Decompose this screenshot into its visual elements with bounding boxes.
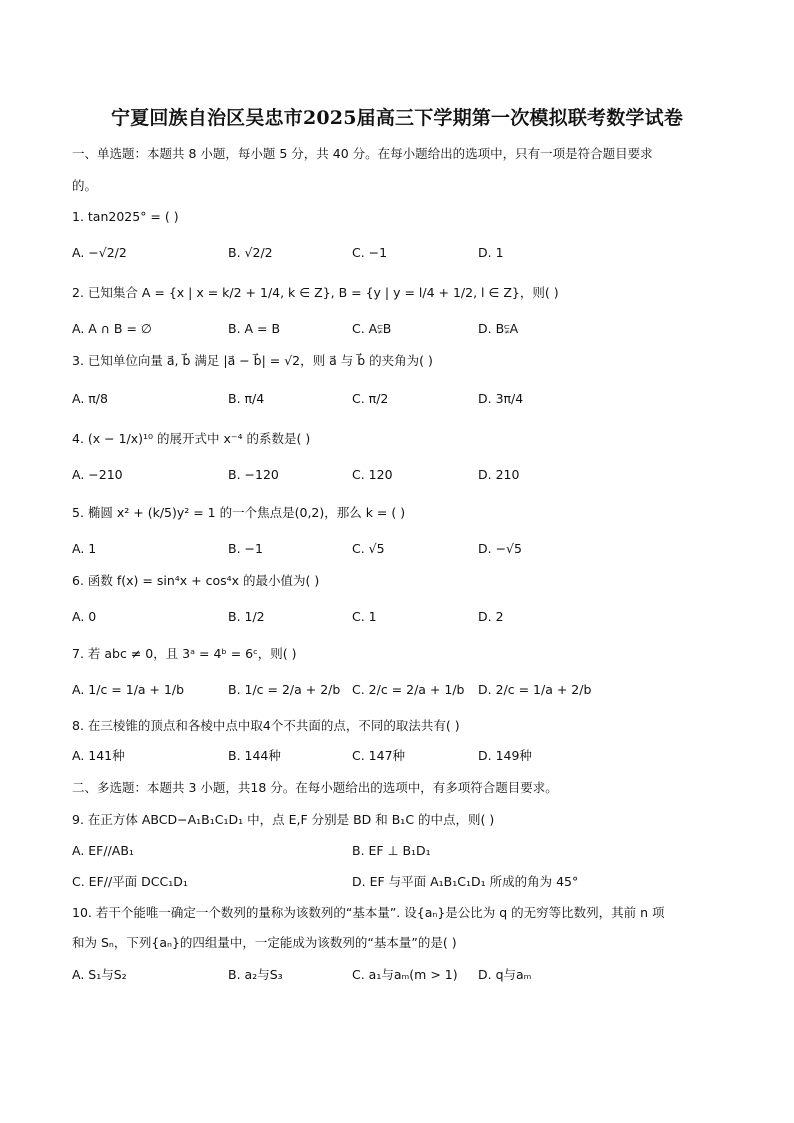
q7-option-c: C. 2/c = 2/a + 1/b bbox=[352, 682, 465, 697]
question-9: 9. 在正方体 ABCD−A₁B₁C₁D₁ 中，点 E,F 分别是 BD 和 B₁C 的中点，则( ) bbox=[72, 812, 495, 827]
question-3: 3. 已知单位向量 a⃗, b⃗ 满足 |a⃗ − b⃗| = √2，则 a⃗ 与 b⃗ 的夹角为( ) bbox=[72, 353, 433, 368]
section-2-header: 二、多选题：本题共 3 小题，共18 分。在每小题给出的选项中，有多项符合题目要求。 bbox=[72, 780, 558, 795]
q10-option-a: A. S₁与S₂ bbox=[72, 967, 127, 982]
q1-option-d: D. 1 bbox=[478, 245, 504, 260]
q5-option-d: D. −√5 bbox=[478, 541, 522, 556]
question-10: 10. 若干个能唯一确定一个数列的量称为该数列的“基本量”. 设{aₙ}是公比为 q 的无穷等比数列，其前 n 项 bbox=[72, 905, 665, 920]
q8-option-b: B. 144种 bbox=[228, 748, 281, 763]
q4-option-b: B. −120 bbox=[228, 467, 279, 482]
q1-option-b: B. √2/2 bbox=[228, 245, 273, 260]
q3-option-d: D. 3π/4 bbox=[478, 391, 524, 406]
section-1-header: 一、单选题：本题共 8 小题，每小题 5 分，共 40 分。在每小题给出的选项中，只有一项是符合题目要求 bbox=[72, 146, 653, 161]
q3-option-c: C. π/2 bbox=[352, 391, 389, 406]
question-1: 1. tan2025° = ( ) bbox=[72, 209, 179, 224]
q2-option-a: A. A ∩ B = ∅ bbox=[72, 321, 152, 336]
q3-option-a: A. π/8 bbox=[72, 391, 108, 406]
q5-option-a: A. 1 bbox=[72, 541, 97, 556]
q10-option-b: B. a₂与S₃ bbox=[228, 967, 283, 982]
q7-option-b: B. 1/c = 2/a + 2/b bbox=[228, 682, 341, 697]
q10-option-d: D. q与aₘ bbox=[478, 967, 532, 982]
q4-option-c: C. 120 bbox=[352, 467, 393, 482]
section-1-header-cont: 的。 bbox=[72, 178, 98, 193]
q5-option-c: C. √5 bbox=[352, 541, 385, 556]
question-8: 8. 在三棱锥的顶点和各棱中点中取4个不共面的点，不同的取法共有( ) bbox=[72, 718, 460, 733]
q4-option-d: D. 210 bbox=[478, 467, 520, 482]
q9-option-a: A. EF//AB₁ bbox=[72, 843, 134, 858]
q8-option-c: C. 147种 bbox=[352, 748, 406, 763]
question-6: 6. 函数 f(x) = sin⁴x + cos⁴x 的最小值为( ) bbox=[72, 573, 320, 588]
q3-option-b: B. π/4 bbox=[228, 391, 265, 406]
question-4: 4. (x − 1/x)¹⁰ 的展开式中 x⁻⁴ 的系数是( ) bbox=[72, 431, 311, 446]
q2-option-b: B. A = B bbox=[228, 321, 281, 336]
q7-option-a: A. 1/c = 1/a + 1/b bbox=[72, 682, 185, 697]
q1-option-c: C. −1 bbox=[352, 245, 388, 260]
q9-option-b: B. EF ⊥ B₁D₁ bbox=[352, 843, 431, 858]
q9-option-d: D. EF 与平面 A₁B₁C₁D₁ 所成的角为 45° bbox=[352, 874, 579, 889]
question-7: 7. 若 abc ≠ 0，且 3ᵃ = 4ᵇ = 6ᶜ，则( ) bbox=[72, 646, 297, 661]
q2-option-d: D. B⫋A bbox=[478, 321, 519, 336]
q9-option-c: C. EF//平面 DCC₁D₁ bbox=[72, 874, 188, 889]
q6-option-d: D. 2 bbox=[478, 609, 504, 624]
exam-title: 宁夏回族自治区吴忠市2025届高三下学期第一次模拟联考数学试卷 bbox=[110, 107, 684, 129]
question-10-cont: 和为 Sₙ，下列{aₙ}的四组量中，一定能成为该数列的“基本量”的是( ) bbox=[72, 935, 457, 950]
q10-option-c: C. a₁与aₘ(m > 1) bbox=[352, 967, 458, 982]
q8-option-d: D. 149种 bbox=[478, 748, 532, 763]
question-2: 2. 已知集合 A = {x | x = k/2 + 1/4, k ∈ Z}, B = {y | y = l/4 + 1/2, l ∈ Z}，则( ) bbox=[72, 285, 559, 300]
question-5: 5. 椭圆 x² + (k/5)y² = 1 的一个焦点是(0,2)，那么 k = ( ) bbox=[72, 505, 406, 520]
q6-option-b: B. 1/2 bbox=[228, 609, 265, 624]
q5-option-b: B. −1 bbox=[228, 541, 263, 556]
q2-option-c: C. A⫋B bbox=[352, 321, 392, 336]
q7-option-d: D. 2/c = 1/a + 2/b bbox=[478, 682, 592, 697]
q1-option-a: A. −√2/2 bbox=[72, 245, 127, 260]
q6-option-a: A. 0 bbox=[72, 609, 97, 624]
q6-option-c: C. 1 bbox=[352, 609, 377, 624]
q8-option-a: A. 141种 bbox=[72, 748, 125, 763]
q4-option-a: A. −210 bbox=[72, 467, 123, 482]
